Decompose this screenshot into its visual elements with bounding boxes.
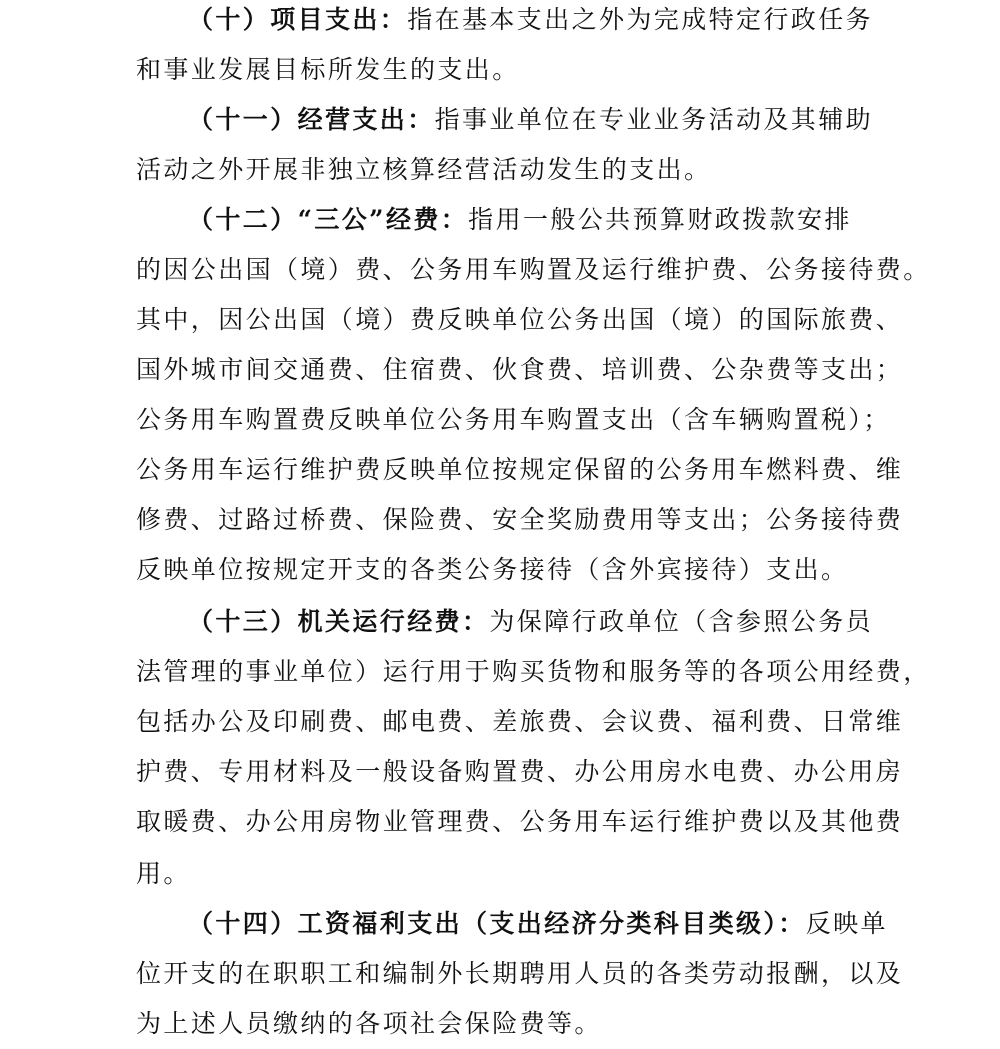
text-line: 国外城市间交通费、住宿费、伙食费、培训费、公杂费等支出； [136, 355, 904, 384]
text-line: 其中，因公出国（境）费反映单位公务出国（境）的国际旅费、 [136, 305, 904, 334]
definition-text: 指在基本支出之外为完成特定行政任务 [407, 5, 874, 34]
text-line: 法管理的事业单位）运行用于购买货物和服务等的各项公用经费， [136, 657, 931, 686]
text-line: 和事业发展目标所发生的支出。 [136, 55, 520, 84]
text-line [188, 95, 896, 145]
text-line [188, 0, 896, 45]
text-line: 包括办公及印刷费、邮电费、差旅费、会议费、福利费、日常维 [136, 707, 904, 736]
definition-text: 指事业单位在专业业务活动及其辅助 [434, 105, 874, 134]
text-line [188, 597, 896, 647]
term-heading: （十三）机关运行经费： [188, 607, 490, 636]
text-line: 活动之外开展非独立核算经营活动发生的支出。 [136, 155, 712, 184]
definition-text: 指用一般公共预算财政拨款安排 [468, 205, 852, 234]
text-line: 修费、过路过桥费、保险费、安全奖励费用等支出；公务接待费 [136, 505, 904, 534]
term-heading: （十二）“三公”经费： [188, 205, 469, 234]
text-line [188, 195, 896, 245]
text-line: 用。 [136, 859, 191, 888]
definition-text: 反映单 [805, 909, 888, 938]
text-line: 位开支的在职职工和编制外长期聘用人员的各类劳动报酬，以及 [136, 959, 904, 988]
text-line: 公务用车购置费反映单位公务用车购置支出（含车辆购置税）； [136, 405, 891, 434]
term-heading: （十四）工资福利支出（支出经济分类科目类级）： [188, 909, 806, 938]
term-heading: （十）项目支出： [188, 5, 408, 34]
text-line: 护费、专用材料及一般设备购置费、办公用房水电费、办公用房 [136, 757, 904, 786]
text-line: 反映单位按规定开支的各类公务接待（含外宾接待）支出。 [136, 555, 849, 584]
definition-text: 为保障行政单位（含参照公务员 [489, 607, 874, 636]
text-line: 的因公出国（境）费、公务用车购置及运行维护费、公务接待费。 [136, 255, 931, 284]
text-line: 为上述人员缴纳的各项社会保险费等。 [136, 1009, 602, 1038]
term-heading: （十一）经营支出： [188, 105, 435, 134]
text-line: 取暖费、办公用房物业管理费、公务用车运行维护费以及其他费 [136, 807, 904, 836]
text-line [188, 899, 896, 949]
text-line: 公务用车运行维护费反映单位按规定保留的公务用车燃料费、维 [136, 455, 904, 484]
